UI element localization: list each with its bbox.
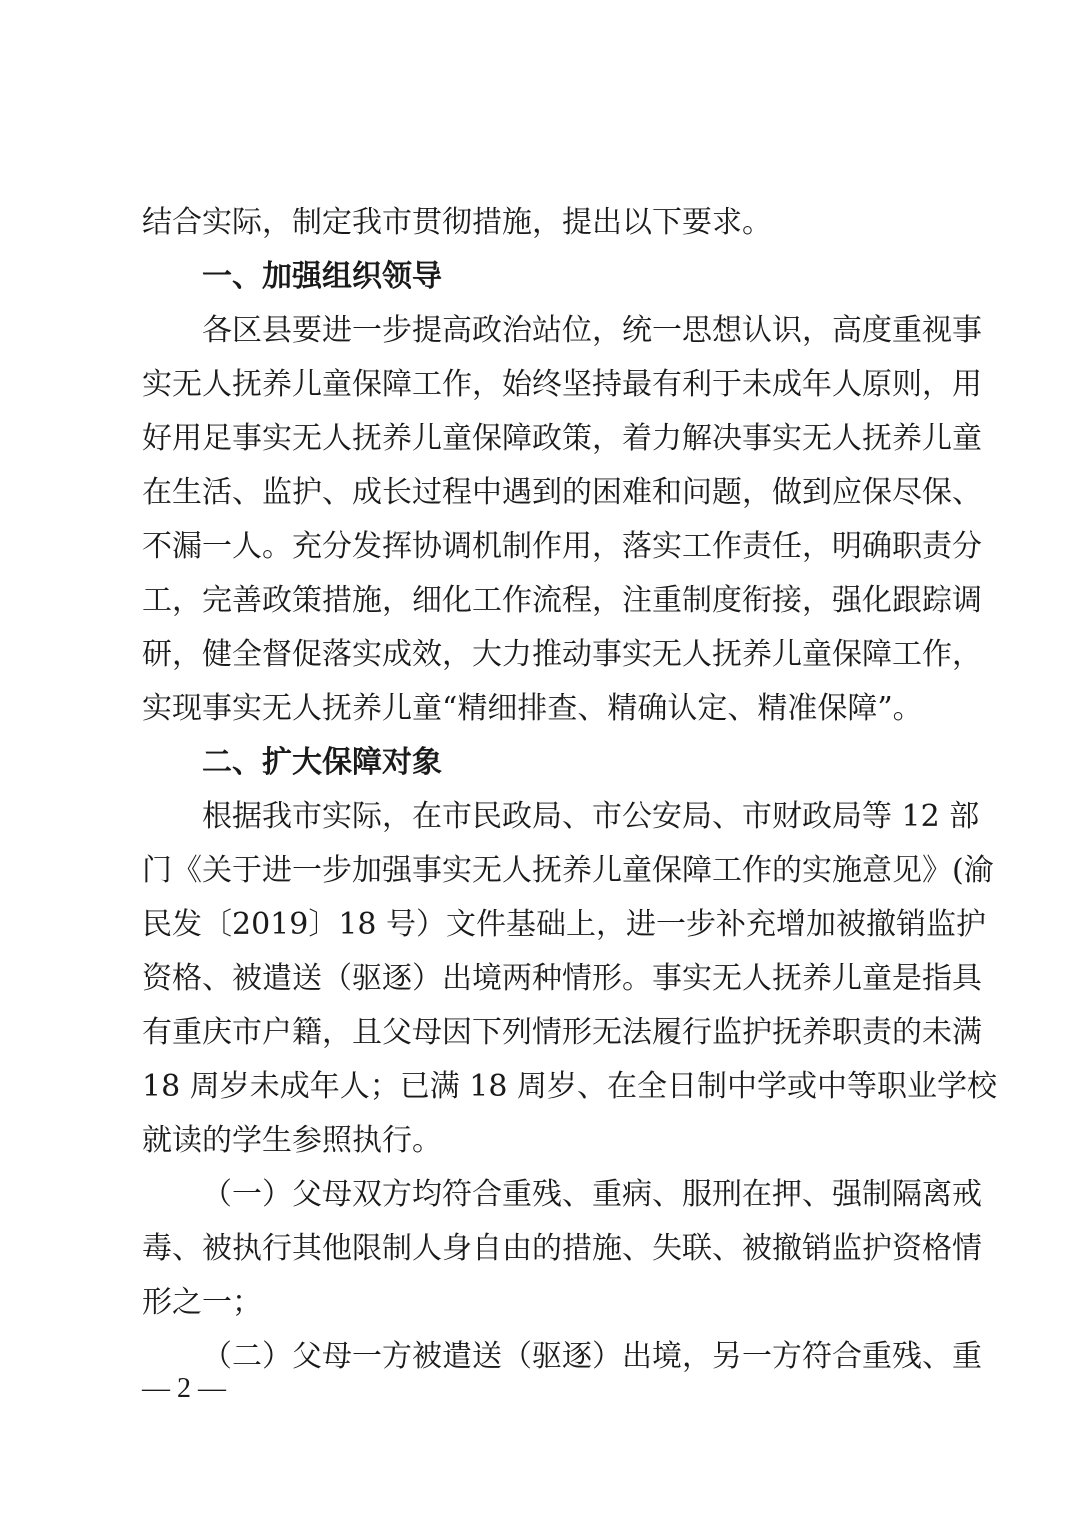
page-number: — 2 —	[142, 1373, 226, 1404]
text-line: 有重庆市户籍，且父母因下列情形无法履行监护抚养职责的未满	[142, 1015, 982, 1050]
text-line: 民发〔2019〕18 号）文件基础上，进一步补充增加被撤销监护	[142, 907, 987, 942]
document-body	[142, 196, 997, 1384]
text-line: 门《关于进一步加强事实无人抚养儿童保障工作的实施意见》(渝	[142, 853, 994, 888]
text-line: 根据我市实际，在市民政局、市公安局、市财政局等 12 部	[202, 799, 980, 834]
text-line: 实无人抚养儿童保障工作，始终坚持最有利于未成年人原则，用	[142, 367, 982, 402]
text-line: 不漏一人。充分发挥协调机制作用，落实工作责任，明确职责分	[142, 529, 982, 564]
text-line: 好用足事实无人抚养儿童保障政策，着力解决事实无人抚养儿童	[142, 421, 982, 456]
text-line: 实现事实无人抚养儿童“精细排查、精确认定、精准保障”。	[142, 691, 923, 726]
text-line: 毒、被执行其他限制人身自由的措施、失联、被撤销监护资格情	[142, 1231, 982, 1266]
section-heading: 二、扩大保障对象	[202, 745, 442, 780]
text-line: 各区县要进一步提高政治站位，统一思想认识，高度重视事	[202, 313, 982, 348]
text-line: 就读的学生参照执行。	[142, 1123, 442, 1158]
text-line: 资格、被遣送（驱逐）出境两种情形。事实无人抚养儿童是指具	[142, 961, 982, 996]
text-line: 在生活、监护、成长过程中遇到的困难和问题，做到应保尽保、	[142, 475, 982, 510]
text-line: （二）父母一方被遣送（驱逐）出境，另一方符合重残、重	[202, 1339, 982, 1374]
text-line: （一）父母双方均符合重残、重病、服刑在押、强制隔离戒	[202, 1177, 982, 1212]
text-line: 结合实际，制定我市贯彻措施，提出以下要求。	[142, 205, 772, 240]
text-line: 形之一；	[142, 1285, 262, 1320]
text-line: 研，健全督促落实成效，大力推动事实无人抚养儿童保障工作，	[142, 637, 982, 672]
section-heading: 一、加强组织领导	[202, 259, 442, 294]
text-line: 18 周岁未成年人；已满 18 周岁、在全日制中学或中等职业学校	[142, 1069, 997, 1104]
text-line: 工，完善政策措施，细化工作流程，注重制度衔接，强化跟踪调	[142, 583, 982, 618]
